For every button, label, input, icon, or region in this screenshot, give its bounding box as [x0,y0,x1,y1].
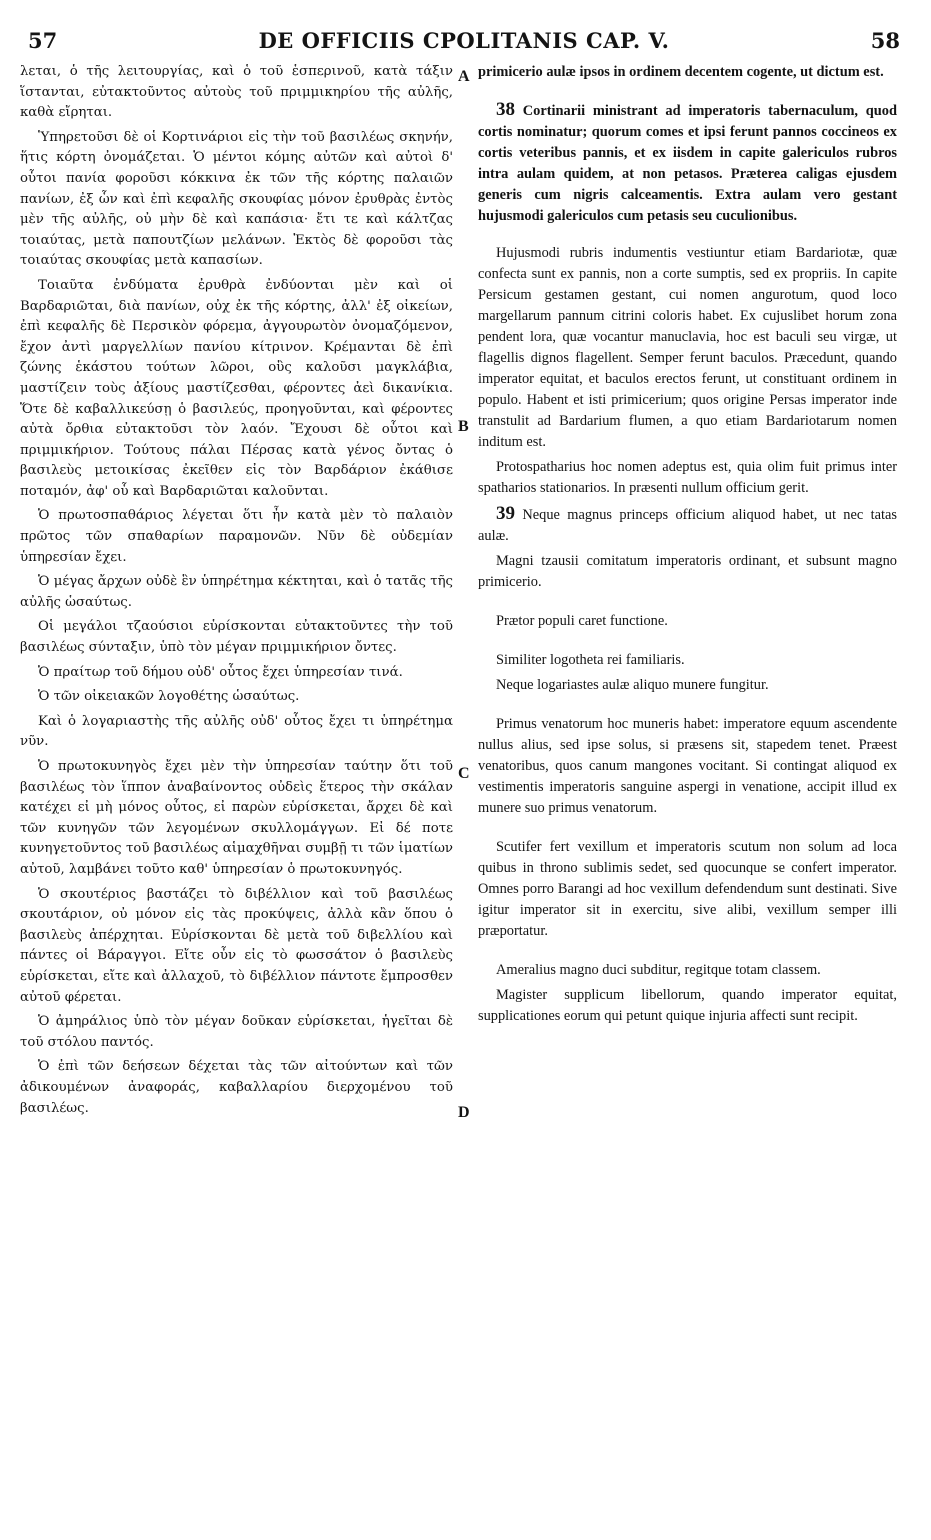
greek-paragraph: Ὁ τῶν οἰκειακῶν λογοθέτης ὡσαύτως. [38,689,300,705]
section-number-39: 39 [496,503,515,524]
latin-paragraph: Similiter logotheta rei familiaris. [496,652,685,668]
section-number-38: 38 [496,99,515,120]
greek-paragraph: Ὁ σκουτέριος βαστάζει τὸ διβέλλιον καὶ τοῦ βασιλέως σκουτάριον, οὐ μόνον εἰς τὰς προκύψεις, ἀλλὰ κἂν ὅπου ὁ βασιλεὺς ἀπέρχηται. Εὑρίσκονται δὲ μετὰ τοῦ διβελλίου καὶ πάντες οἱ Βάραγγοι. Εἴτε οὖν εἰς τὸ φωσσάτον ὁ βασιλεὺς εὑρίσκεται, εἴτε καὶ ἀλλαχοῦ, τὸ διβέλλιον πάντοτε ἔμπροσθεν αὐτοῦ φέρεται. [20,886,453,1005]
latin-paragraph: Magni tzausii comitatum imperatoris ordinant, et subsunt magno primicerio. [478,553,897,590]
latin-paragraph: Primus venatorum hoc muneris habet: imperatore equum ascendente nullus alius, sed ipse solus, si præsens sit, stapedem tenet. Præest venatoribus, quos canum mangones vocitant. Si contingat aliquod ex vestimentis imperatoris sanguine aspergi in venatione, accipit illud ex munere suo primus venatorum. [478,716,897,816]
latin-paragraph: Neque logariastes aulæ aliquo munere fungitur. [496,677,769,693]
greek-column [20,62,453,1123]
margin-letter-b: B [458,418,469,435]
greek-paragraph: λεται, ὁ τῆς λειτουργίας, καὶ ὁ τοῦ ἑσπερινοῦ, κατὰ τάξιν ἵστανται, εὐτακτοῦντος αὐτοὺς τοῦ πριμμικηρίου τῆς αὐλῆς, καθὰ εἴρηται. [20,64,453,121]
greek-paragraph: Ὁ ἀμηράλιος ὑπὸ τὸν μέγαν δοῦκαν εὑρίσκεται, ἡγεῖται δὲ τοῦ στόλου παντός. [20,1014,453,1050]
greek-paragraph: Οἱ μεγάλοι τζαούσιοι εὑρίσκονται εὐτακτοῦντες τὴν τοῦ βασιλέως σύνταξιν, ὑπὸ τὸν μέγαν πριμμικήριον ὄντες. [20,619,453,656]
running-title: DE OFFICIIS CPOLITANIS CAP. V. [258,28,670,53]
latin-column [478,62,897,1031]
greek-paragraph: Ὑπηρετοῦσι δὲ οἱ Κορτινάριοι εἰς τὴν τοῦ βασιλέως σκηνήν, ἥτις κόρτη ὀνομάζεται. Ὁ μέντοι κόμης αὐτῶν καὶ αὐτοὶ δ' οὗτοι πανία φοροῦσι κόκκινα ἐκ τῶν τῆς κόρτης παλαιῶν πανίων, ἐξ ὧν καὶ ἐπὶ κεφαλῆς σκουφίας μόνον ἐρυθρὰς ἐντὸς μὲν τῆς αὐλῆς, οὐ μὴν δὲ καὶ καπάσια· ἔτι τε καὶ κάλτζας τοιαύτας, μετὰ παπουτζίων μελάνων. Ἐκτὸς δὲ φοροῦσι τὰς τοιαύτας σκουφίας μετὰ καπασίων. [20,129,453,269]
latin-paragraph-38 [478,99,897,227]
latin-paragraph: Protospatharius hoc nomen adeptus est, quia olim fuit primus inter spatharios stationarios. In præsenti nullum officium gerit. [478,459,897,496]
greek-paragraph: Ὁ πρωτοκυνηγὸς ἔχει μὲν τὴν ὑπηρεσίαν ταύτην ὅτι τοῦ βασιλέως τὸν ἵππον ἀναβαίνοντος οὐδεὶς ἕτερος τὴν σκάλαν κατέχει εἰ μὴ μόνος οὗτος, εἰ παρὼν εὑρίσκεται, ἄρχει δὲ καὶ τῶν κυνηγῶν τῶν λεγομένων σκυλλομάγγων. Εἰ δέ ποτε κυνηγετοῦντος τοῦ βασιλέως αἱμαχθῆναι συμβῇ τι τῶν ἱματίων αὐτοῦ, λαμβάνει τοῦτο καθ' ὑπηρεσίαν ὁ πρωτοκυνηγός. [20,759,453,877]
latin-paragraph-39 [478,503,897,547]
greek-paragraph: Καὶ ὁ λογαριαστὴς τῆς αὐλῆς οὐδ' οὗτος ἔχει τι ὑπηρέτημα νῦν. [20,713,453,750]
greek-paragraph: Ὁ πραίτωρ τοῦ δήμου οὐδ' οὗτος ἔχει ὑπηρεσίαν τινά. [38,664,403,680]
latin-text: Cortinarii ministrant ad imperatoris tabernaculum, quod cortis nominatur; quorum comes et ipsi ferunt pannos coccineos ex cortis veteribus pannis, et ex iisdem in capite galericulos rubros intra aulam quidem, at non petasos. Præterea caligas ejusdem generis cum nigris calceamentis. Extra aulam vero gestant hujusmodi galericulos cum petasis seu cuculionibus. [478,103,897,224]
latin-paragraph: Hujusmodi rubris indumentis vestiuntur etiam Bardariotæ, quæ confecta sunt ex pannis, non a corte sumptis, sed ex propriis. In capite Persicum gestamen gestant, cui nomen angurotum, quod loco margellarum pannum citrini coloris habet. Ex cujuslibet horum zona pendent lora, quæ vocantur manuclavia, hoc est baculi seu virgæ, ut flagellis dignos flagellent. Semper ferunt baculos. Præcedunt, quando imperator equitat, et baculos erectos ferunt, ut constituant ordinem in populo. Habent et isti primicerium; quos origine Persas imperator inde transtulit ad Bardarium flumen, a quo etiam Bardariotarum nomen inditum est. [478,245,897,450]
greek-paragraph: Ὁ πρωτοσπαθάριος λέγεται ὅτι ἦν κατὰ μὲν τὸ παλαιὸν πρῶτος τῶν σπαθαρίων παραμονῶν. Νῦν δὲ οὐδεμίαν ὑπηρεσίαν ἔχει. [20,508,453,565]
latin-paragraph: Magister supplicum libellorum, quando imperator equitat, supplicationes eorum qui petunt quique injuria affecti sunt recipit. [478,987,897,1024]
greek-paragraph: Ὁ μέγας ἄρχων οὐδὲ ἓν ὑπηρέτημα κέκτηται, καὶ ὁ τατᾶς τῆς αὐλῆς ὡσαύτως. [20,574,453,610]
latin-paragraph: primicerio aulæ ipsos in ordinem decentem cogente, ut dictum est. [478,64,884,80]
latin-text: Neque magnus princeps officium aliquod habet, ut nec tatas aulæ. [478,507,897,544]
running-header [28,28,900,58]
margin-letter-a: A [458,68,470,85]
greek-paragraph: Τοιαῦτα ἐνδύματα ἐρυθρὰ ἐνδύονται μὲν καὶ οἱ Βαρδαριῶται, διὰ πανίων, οὐχ ἐκ τῆς κόρτης, ἀλλ' ἐξ οἰκείων, ἐπὶ κεφαλῆς δὲ Περσικὸν φόρεμα, ἀγγουρωτὸν ὀνομαζόμενον, ἔχον ἀντὶ μαργελλίων πανίου κίτρινον. Κρέμανται δὲ ἐπὶ ζώνης ἑκάστου τούτων λῶροι, οὓς καλοῦσι μαγκλάβια, μαστίζειν τοὺς ἀξίους μαστίζεσθαι, φέροντες ἀεὶ δικανίκια. Ὅτε δὲ καβαλλικεύσῃ ὁ βασιλεύς, προηγοῦνται, καὶ φέροντες αὐτὰ ὄρθια εὐτακτοῦσι τὸν λαόν. Ἔχουσι δὲ οὗτοι καὶ πριμμικήριον. Τούτους πάλαι Πέρσας κατὰ γένος ὄντας ὁ βασιλεὺς μετοικίσας ἐκεῖθεν εἰς τὸν Βαρδάριον ἐκάθισε ποταμόν, ἀφ' οὗ καὶ Βαρδαριῶται καλοῦνται. [20,277,453,499]
page-number-left: 57 [28,28,58,53]
latin-paragraph: Ameralius magno duci subditur, regitque totam classem. [496,962,821,978]
latin-paragraph: Prætor populi caret functione. [496,613,668,629]
margin-letter-c: C [458,765,470,782]
greek-paragraph: Ὁ ἐπὶ τῶν δεήσεων δέχεται τὰς τῶν αἰτούντων καὶ τῶν ἀδικουμένων ἀναφοράς, καβαλλαρίου διερχομένου τοῦ βασιλέως. [20,1059,453,1116]
latin-paragraph: Scutifer fert vexillum et imperatoris scutum non solum ad loca quibus in throno sublimis sedet, sed quocunque se confert imperator. Omnes porro Barangi ad hoc vexillum defendendum sunt destinati. Sive igitur imperator sit in exercitu, sive alibi, vexillum semper illi præportatur. [478,839,897,939]
margin-letter-d: D [458,1104,470,1121]
page-number-right: 58 [870,28,900,53]
